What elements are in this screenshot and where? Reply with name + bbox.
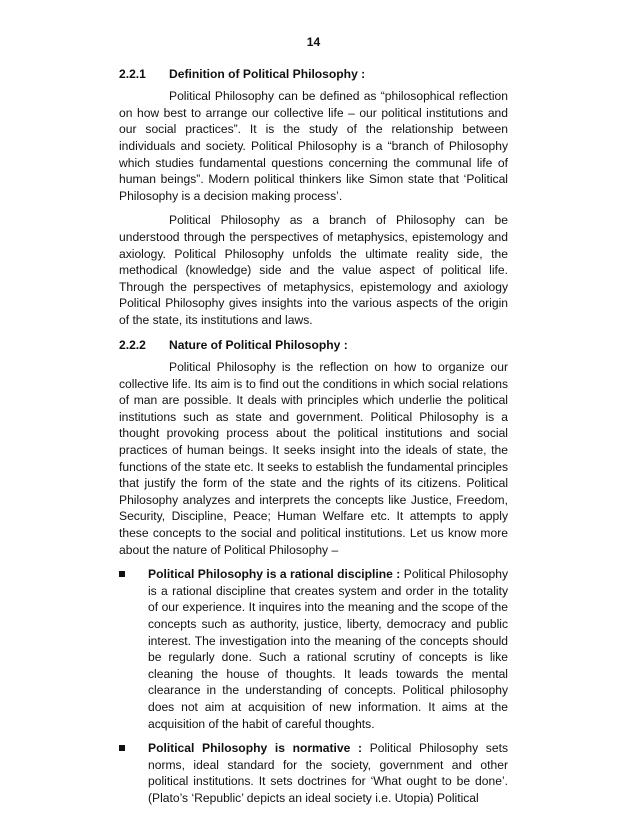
square-bullet-icon <box>119 745 125 751</box>
bullet-title: Political Philosophy is a rational discipline : <box>148 567 404 582</box>
section-number: 2.2.2 <box>119 337 146 352</box>
section-title: Nature of Political Philosophy : <box>169 337 348 352</box>
section-number: 2.2.1 <box>119 66 146 81</box>
bullet-text: Political Philosophy is a rational discipline that creates system and order in the totality of our experience. It inquires into the meaning and the scope of the concepts such as authority, justice, liberty, democracy and public interest. The investigation into the meaning of the concepts should be regularly done. Such a rational scrutiny of concepts is like cleaning the house of thoughts. It leads towards the mental clearance in the understanding of concepts. Political philosophy does not aim at acquisition of new information. It aims at the acquisition of the habit of careful thoughts. <box>148 567 508 731</box>
section-definition <box>119 66 508 329</box>
section-title: Definition of Political Philosophy : <box>169 66 366 81</box>
bullet-title: Political Philosophy is normative : <box>148 741 370 756</box>
paragraph: Political Philosophy is the reflection on how to organize our collective life. Its aim is to find out the conditions in which social relations of man are possible. It deals with principles which underlie the political institutions such as state and government. Political Philosophy is a thought provoking process about the political institutions and social practices of human beings. It seeks insight into the ideals of state, the functions of the state etc. It seeks to establish the fundamental principles that justify the form of the state and the rights of its citizens. Political Philosophy analyzes and interprets the concepts like Justice, Freedom, Security, Discipline, Peace; Human Welfare etc. It attempts to apply these concepts to the social and political institutions. Let us know more about the nature of Political Philosophy – <box>119 360 508 557</box>
paragraph: Political Philosophy as a branch of Philosophy can be understood through the perspectives of metaphysics, epistemology and axiology. Political Philosophy unfolds the ultimate reality side, the methodical (knowledge) side and the value aspect of political life. Through the perspectives of metaphysics, epistemology and axiology Political Philosophy gives insights into the various aspects of the origin of the state, its institutions and laws. <box>119 213 508 327</box>
bullet-item <box>119 566 508 732</box>
document-page <box>119 34 508 815</box>
page-number: 14 <box>306 35 321 49</box>
bullet-item <box>119 740 508 806</box>
square-bullet-icon <box>119 571 125 577</box>
paragraph: Political Philosophy can be defined as “philosophical reflection on how best to arrange our collective life – our political institutions and our social practices”. It is the study of the relationship between individuals and society. Political Philosophy is a “branch of Philosophy which studies fundamental questions concerning the communal life of human beings”. Modern political thinkers like Simon state that ‘Political Philosophy is a decision making process’. <box>119 89 508 203</box>
section-heading <box>119 337 508 354</box>
section-heading <box>119 66 508 83</box>
section-nature <box>119 337 508 807</box>
bullet-text: Political Philosophy sets norms, ideal standard for the society, government and other political institutions. It sets doctrines for ‘What ought to be done’. (Plato’s ‘Republic’ depicts an ideal society i.e. Utopia) Political <box>148 741 508 805</box>
bullet-list <box>119 566 508 806</box>
